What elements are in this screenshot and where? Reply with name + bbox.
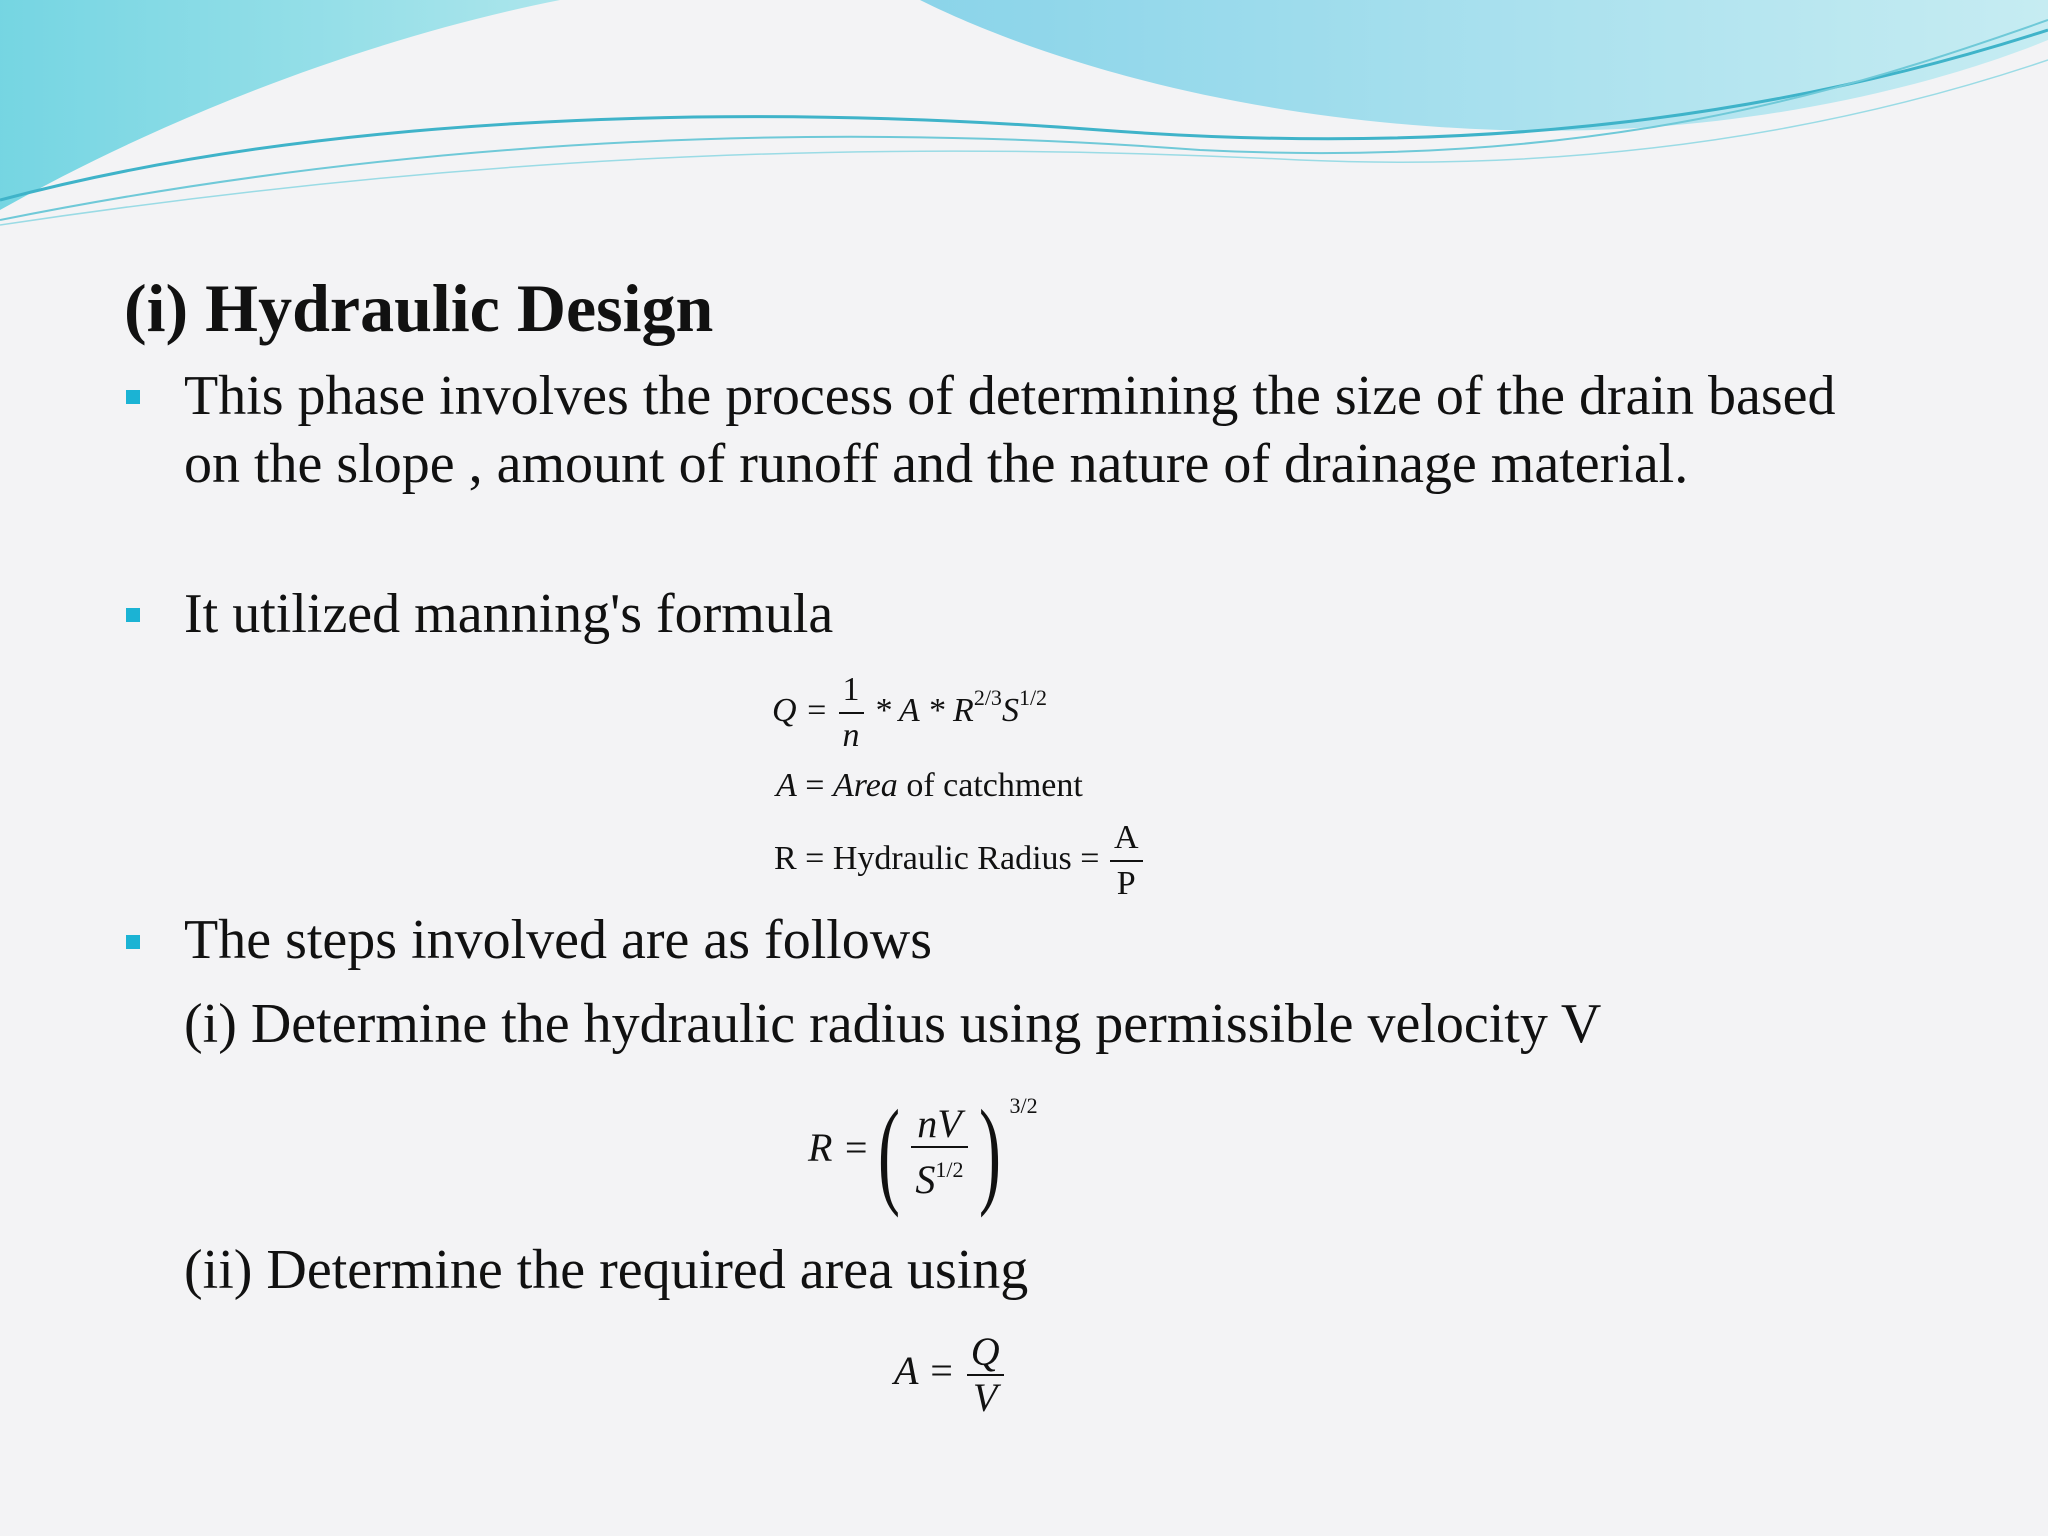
fraction: $\frac{1}{n}$	[839, 668, 864, 758]
fraction: $\frac{nV}{S^{1/2}}$	[911, 1102, 967, 1202]
step-1-text: (i) Determine the hydraulic radius using permissible velocity V	[184, 993, 1602, 1055]
bullet-marker	[126, 608, 140, 622]
radius-formula: R =( $\frac{nV}{S^{1/2}}$ ) $^{3/2}$	[808, 1084, 1038, 1218]
area-formula: A = $\frac{Q}{V}$	[894, 1330, 1006, 1420]
bullet-text-1: This phase involves the process of determining the size of the drain based on the slope , amount of runoff and the nature of drainage material.	[184, 365, 1836, 495]
bullet-marker	[126, 390, 140, 404]
fraction: $\frac{Q}{V}$	[967, 1330, 1004, 1420]
header-wave-decoration	[0, 0, 2048, 240]
bullet-text-2: It utilized manning's formula	[184, 583, 834, 645]
manning-formula: Q = $\frac{1}{n}$ * A * $R^{2/3}S^{1/2}$	[772, 668, 1047, 758]
area-definition: A = Area of catchment	[776, 767, 1083, 804]
bullet-marker	[126, 935, 140, 949]
radius-definition: R = Hydraulic Radius = $\frac{A}{P}$	[774, 816, 1145, 906]
step-2-text: (ii) Determine the required area using	[184, 1239, 1029, 1301]
slide-title: (i) Hydraulic Design	[124, 270, 714, 346]
fraction: $\frac{A}{P}$	[1110, 816, 1143, 906]
bullet-text-3: The steps involved are as follows	[184, 909, 933, 971]
